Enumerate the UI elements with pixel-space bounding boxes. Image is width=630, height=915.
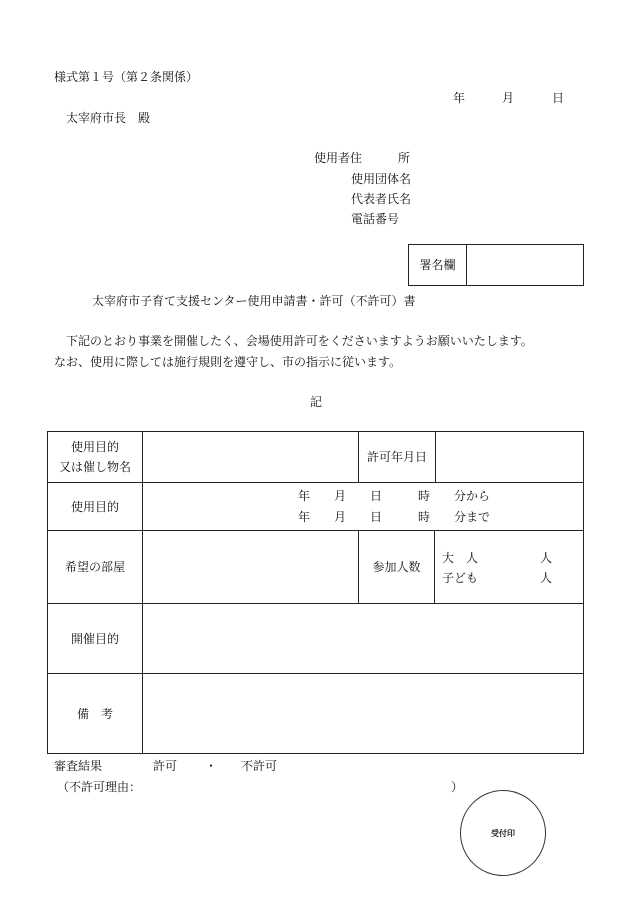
children-label: 子ども xyxy=(442,571,479,585)
review-deny[interactable]: 不許可 xyxy=(241,759,278,773)
room-label: 希望の部屋 xyxy=(64,560,125,574)
review-permit[interactable]: 許可 xyxy=(153,759,178,773)
time-from[interactable]: 年 月 日 時 分から xyxy=(298,489,491,503)
applicant-address-label: 使用者住 所 xyxy=(314,151,411,165)
application-table xyxy=(47,431,584,754)
room-field[interactable] xyxy=(143,531,358,603)
usage-time-label: 使用目的 xyxy=(70,499,119,514)
time-to[interactable]: 年 月 日 時 分まで xyxy=(298,510,491,524)
signature-label: 署名欄 xyxy=(419,258,456,272)
signature-box xyxy=(408,244,584,286)
event-name-label-line1: 使用目的 xyxy=(70,440,119,454)
permit-date-label: 許可年月日 xyxy=(366,450,427,464)
purpose-field[interactable] xyxy=(143,604,583,673)
reception-stamp xyxy=(460,790,546,876)
adults-label: 大 人 xyxy=(442,551,479,565)
applicant-phone-label: 電話番号 xyxy=(351,212,400,226)
date-day: 日 xyxy=(552,91,565,105)
date-year: 年 xyxy=(453,91,466,105)
attendees-divider xyxy=(434,530,435,603)
form-number: 様式第１号（第２条関係） xyxy=(54,70,199,84)
review-label: 審査結果 xyxy=(54,759,103,773)
reception-stamp-label: 受付印 xyxy=(491,828,515,838)
ki-heading: 記 xyxy=(310,395,323,409)
event-name-field[interactable] xyxy=(143,432,358,482)
remarks-label: 備 考 xyxy=(76,706,113,721)
intro-line-2: なお、使用に際しては施行規則を遵守し、市の指示に従います。 xyxy=(54,355,402,369)
addressee: 太宰府市長 殿 xyxy=(66,111,151,125)
children-unit: 人 xyxy=(540,571,553,585)
signature-field[interactable] xyxy=(467,245,583,285)
denial-reason-close: ） xyxy=(451,780,464,794)
permit-date-field[interactable] xyxy=(436,432,583,482)
intro-line-1: 下記のとおり事業を開催したく、会場使用許可をくださいますようお願いいたします。 xyxy=(66,334,533,348)
adults-unit: 人 xyxy=(540,551,553,565)
applicant-rep-label: 代表者氏名 xyxy=(351,192,412,206)
remarks-field[interactable] xyxy=(143,674,583,753)
event-name-label xyxy=(48,432,142,482)
applicant-group-label: 使用団体名 xyxy=(351,172,412,186)
denial-reason-field[interactable] xyxy=(150,778,440,796)
event-name-label-line2: 又は催し物名 xyxy=(58,460,131,474)
date-month: 月 xyxy=(502,91,515,105)
review-separator: ・ xyxy=(205,759,218,773)
denial-reason-open: （不許可理由： xyxy=(57,780,142,794)
purpose-label: 開催目的 xyxy=(70,631,119,646)
document-title: 太宰府市子育て支援センター使用申請書・許可（不許可）書 xyxy=(92,294,416,308)
attendees-label: 参加人数 xyxy=(372,560,421,574)
